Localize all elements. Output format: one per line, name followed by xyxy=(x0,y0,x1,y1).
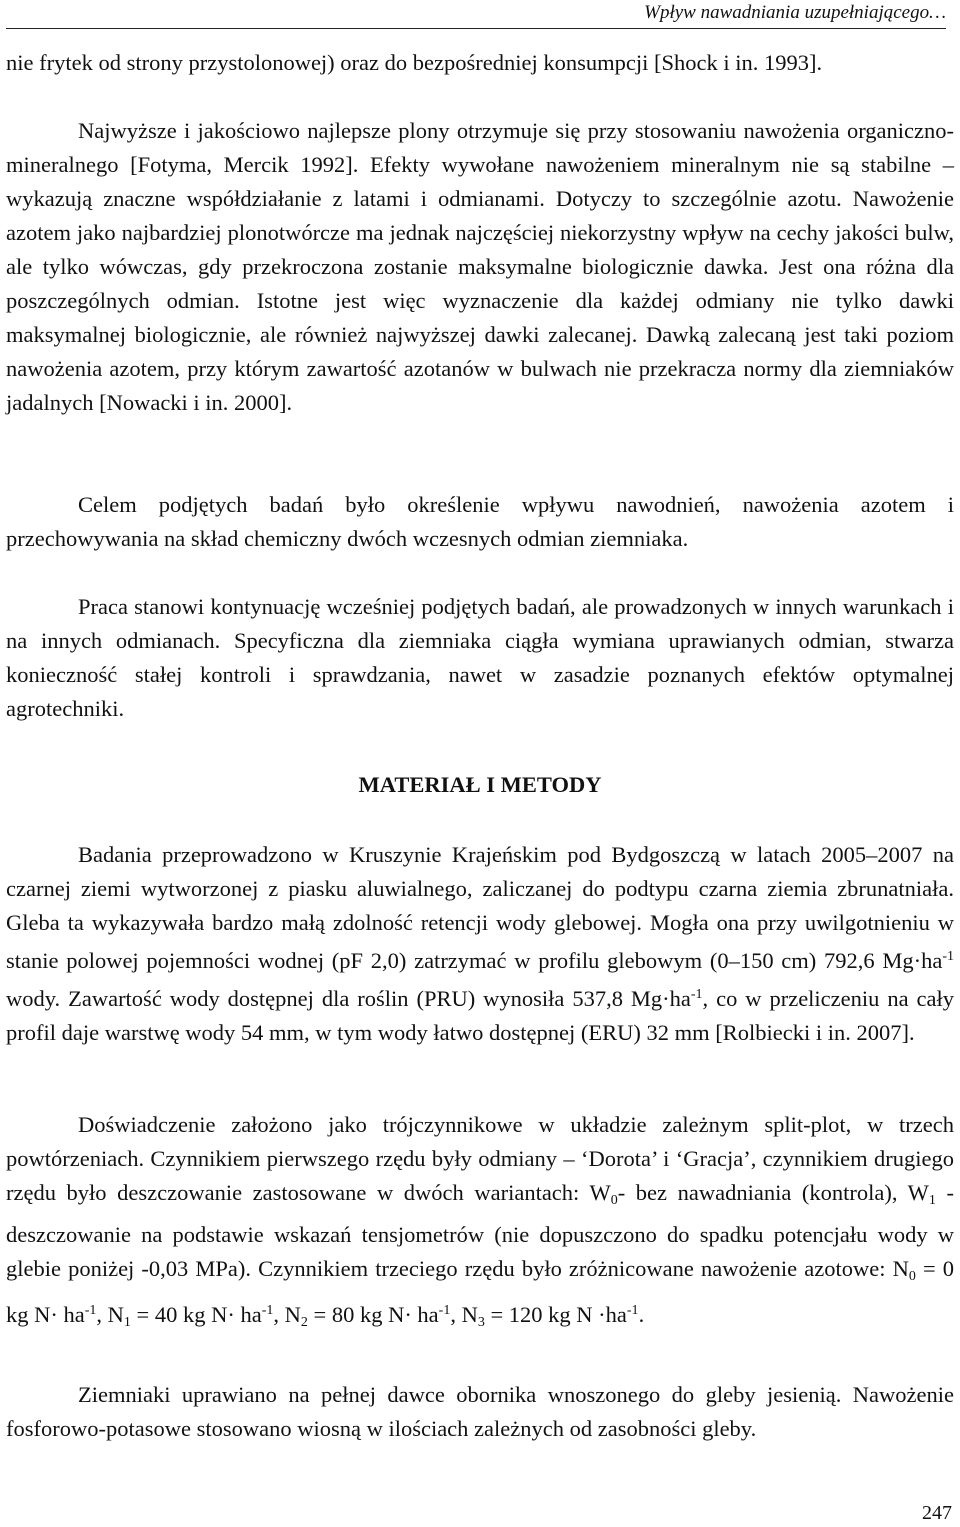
p6-sup-2: -1 xyxy=(261,1303,274,1318)
paragraph-4: Praca stanowi kontynuację wcześniej podjętych badań, ale prowadzonych w innych warunkach i na innych odmianach. Specyficzna dla ziemniaka ciągła wymiana uprawianych odmian, stwarza konieczność stałej kontroli i sprawdzania, nawet w zasadzie poznanych efektów optymalnej agrotechniki. xyxy=(6,594,954,721)
p6-text-b: - bez nawadniania (kontrola), W xyxy=(617,1180,929,1205)
p6-sub-n1: 1 xyxy=(123,1315,131,1330)
p6-sub-n2: 2 xyxy=(300,1315,308,1330)
p5-sup-a: -1 xyxy=(942,949,954,964)
p6-text-j: = 120 kg N ·ha xyxy=(484,1302,627,1327)
paragraph-7: Ziemniaki uprawiano na pełnej dawce obornika wnoszonego do gleby jesienią. Nawożenie fosforowo-potasowe stosowano wiosną w ilościach zależnych od zasobności gleby. xyxy=(6,1382,954,1441)
paragraph-5 xyxy=(6,838,954,1050)
p6-sup-4: -1 xyxy=(626,1303,639,1318)
paragraph-2: Najwyższe i jakościowo najlepsze plony otrzymuje się przy stosowaniu nawożenia organiczno-mineralnego [Fotyma, Mercik 1992]. Efekty wywołane nawożeniem mineralnym nie są stabilne – wykazują znaczne współdziałanie z latami i odmianami. Dotyczy to szczególnie azotu. Nawożenie azotem jako najbardziej plonotwórcze ma jednak najczęściej niekorzystny wpływ na cechy jakości bulw, ale tylko wówczas, gdy przekroczona zostanie maksymalne biologicznie dawka. Jest ona różna dla poszczególnych odmian. Istotne jest więc wyznaczenie dla każdej odmiany nie tylko dawki maksymalnej biologicznie, ale również najwyższej dawki zalecanej. Dawką zalecaną jest taki poziom nawożenia azotem, przy którym zawartość azotanów w bulwach nie przekracza normy dla ziemniaków jadalnych [Nowacki i in. 2000]. xyxy=(6,118,954,415)
p5-text-c: , co w przeliczeniu na cały profil daje warstwę wody 54 mm, w tym wody łatwo dostępnej (ERU) 32 mm [Rolbiecki i in. 2007]. xyxy=(6,986,954,1045)
section-heading: MATERIAŁ I METODY xyxy=(358,772,602,797)
p6-text-d: = 0 kg N· ha xyxy=(6,1256,954,1327)
p5-text-a: Badania przeprowadzono w Kruszynie Krajeńskim pod Bydgoszczą w latach 2005–2007 na czarnej ziemi wytworzonej z piasku aluwialnego, zaliczanej do podtypu czarna ziemia zbrunatniała. Gleba ta wykazywała bardzo małą zdolność retencji wody glebowej. Mogła ona przy uwilgotnieniu w stanie polowej pojemności wodnej (pF 2,0) zatrzymać w profilu glebowym (0–150 cm) 792,6 Mg·ha xyxy=(6,842,954,973)
p6-text-e: , N xyxy=(96,1302,124,1327)
p6-sub-n3: 3 xyxy=(477,1315,485,1330)
p6-sub-w1: 1 xyxy=(928,1193,936,1208)
p6-sub-w0: 0 xyxy=(610,1193,618,1208)
p6-text-c: - deszczowanie na podstawie wskazań tensjometrów (nie dopuszczono do spadku potencjału wody w glebie poniżej -0,03 MPa). Czynnikiem trzeciego rzędu było zróżnicowane nawożenie azotowe: N xyxy=(6,1180,954,1281)
p6-sup-3: -1 xyxy=(438,1303,451,1318)
paragraph-3: Celem podjętych badań było określenie wpływu nawodnień, nawożenia azotem i przechowywania na skład chemiczny dwóch wczesnych odmian ziemniaka. xyxy=(6,492,954,551)
p6-text-h: = 80 kg N· ha xyxy=(307,1302,439,1327)
p6-text-f: = 40 kg N· ha xyxy=(130,1302,262,1327)
p6-text-k: . xyxy=(638,1302,645,1327)
paragraph-1: nie frytek od strony przystolonowej) oraz do bezpośredniej konsumpcji [Shock i in. 1993]. xyxy=(6,50,823,75)
p6-text-i: , N xyxy=(450,1302,478,1327)
page-number: 247 xyxy=(922,1502,952,1524)
p6-text-a: Doświadczenie założono jako trójczynnikowe w układzie zależnym split-plot, w trzech powtórzeniach. Czynnikiem pierwszego rzędu były odmiany – ‘Dorota’ i ‘Gracja’, czynnikiem drugiego rzędu było deszczowanie zastosowane w dwóch wariantach: W xyxy=(6,1112,954,1205)
p6-text-g: , N xyxy=(273,1302,301,1327)
running-header: Wpływ nawadniania uzupełniającego… xyxy=(6,2,946,29)
p5-text-b: wody. Zawartość wody dostępnej dla roślin (PRU) wynosiła 537,8 Mg·ha xyxy=(6,986,691,1011)
p5-sup-b: -1 xyxy=(690,987,703,1002)
p6-sub-n0: 0 xyxy=(908,1269,916,1284)
p6-sup-1: -1 xyxy=(84,1303,97,1318)
paragraph-6 xyxy=(6,1108,954,1340)
